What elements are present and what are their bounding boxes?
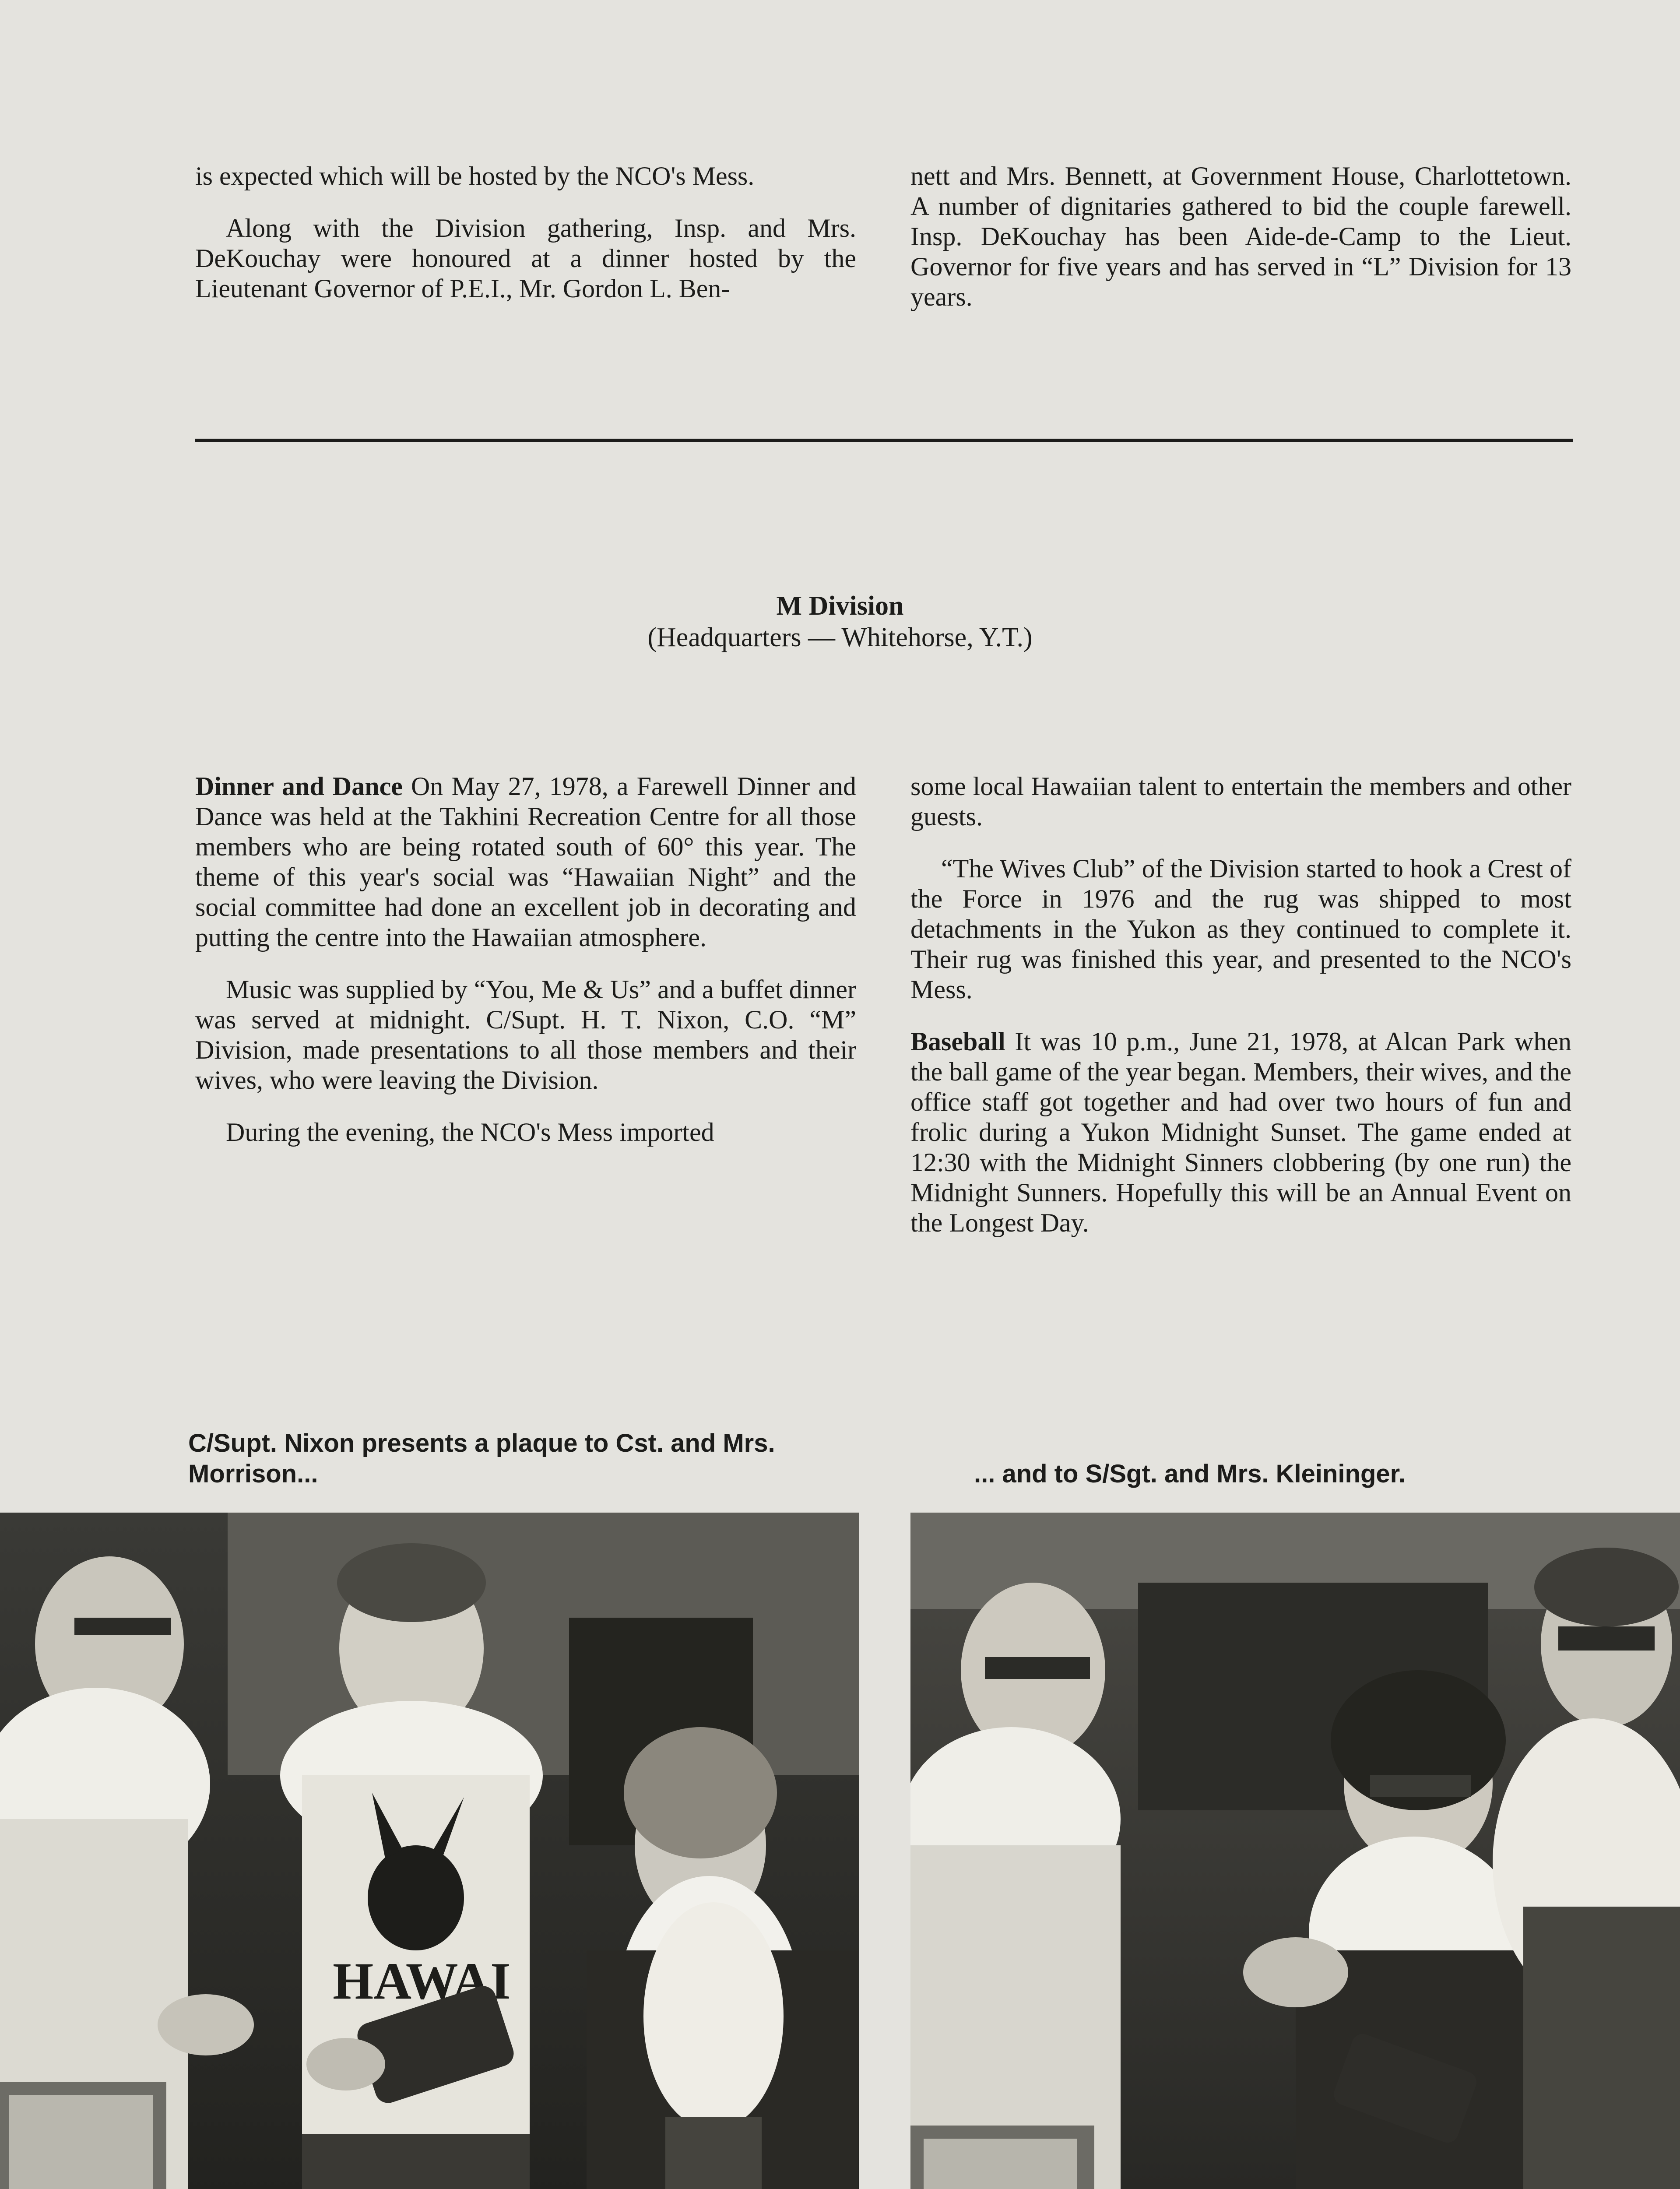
article-paragraph: Music was supplied by “You, Me & Us” and a buffet dinner was served at midnight. C/Supt. H. T. Nixon, C.O. “M” Division, made presentations to all those members and their wives, who were leaving the Division. [195, 975, 856, 1094]
article-paragraph [910, 1027, 1571, 1238]
shirt-text: HAWAI [333, 1952, 511, 2010]
article-left-column [195, 771, 856, 1169]
article-paragraph: some local Hawaiian talent to entertain the members and other guests. [910, 772, 1571, 831]
top-left-column [195, 161, 856, 326]
right-photo-caption: ... and to S/Sgt. and Mrs. Kleininger. [974, 1460, 1406, 1488]
article-paragraph: “The Wives Club” of the Division started to hook a Crest of the Force in 1976 and the rug was shipped to most detachments in the Yukon as they continued to complete it. Their rug was finished this year, and presented to the NCO's Mess. [910, 854, 1571, 1004]
section-divider [195, 439, 1573, 442]
top-left-paragraph: is expected which will be hosted by the NCO's Mess. [195, 162, 755, 190]
top-right-paragraph: nett and Mrs. Bennett, at Government House, Charlottetown. A number of dignitaries gathered to bid the couple farewell. Insp. DeKouchay has been Aide-de-Camp to the Lieut. Governor for five years and has served in “L” Division for 13 years. [910, 162, 1571, 311]
right-photo-image [910, 1513, 1680, 2189]
top-right-column [910, 161, 1571, 334]
left-photo [0, 1513, 859, 2189]
baseball-text: It was 10 p.m., June 21, 1978, at Alcan Park when the ball game of the year began. Members, their wives, and the office staff got together and had over two hours of fun and frolic during a Yukon Midnight Sunset. The game ended at 12:30 with the Midnight Sinners clobbering (by one run) the Midnight Sunners. Hopefully this will be an Annual Event on the Longest Day. [910, 1027, 1571, 1237]
article-paragraph: During the evening, the NCO's Mess imported [226, 1118, 714, 1147]
top-left-paragraph: Along with the Division gathering, Insp. and Mrs. DeKouchay were honoured at a dinner hosted by the Lieutenant Governor of P.E.I., Mr. Gordon L. Ben- [195, 214, 856, 303]
dinner-and-dance-text: On May 27, 1978, a Farewell Dinner and Dance was held at the Takhini Recreation Centre for all those members who are being rotated south of 60° this year. The theme of this year's social was “Hawaiian Night” and the social committee had done an excellent job in decorating and putting the centre into the Hawaiian atmosphere. [195, 772, 856, 952]
section-title: M Division [776, 591, 904, 621]
right-photo [910, 1513, 1680, 2189]
section-heading [0, 590, 1680, 653]
article-paragraph [195, 771, 856, 953]
section-subtitle: (Headquarters — Whitehorse, Y.T.) [647, 623, 1033, 652]
dinner-and-dance-heading: Dinner and Dance [195, 772, 403, 801]
left-photo-caption: C/Supt. Nixon presents a plaque to Cst. and Mrs. Morrison... [188, 1429, 775, 1488]
baseball-heading: Baseball [910, 1027, 1005, 1056]
left-photo-image [0, 1513, 859, 2189]
article-right-column [910, 771, 1571, 1260]
